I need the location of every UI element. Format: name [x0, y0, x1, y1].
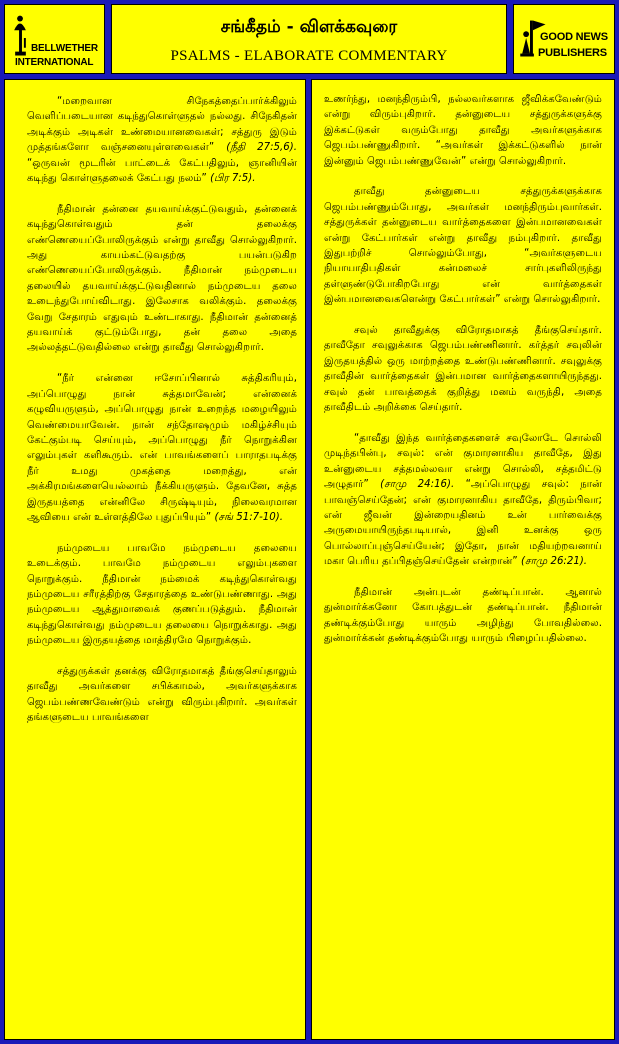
- scripture-reference: (சாமு 26:21).: [520, 556, 588, 568]
- paragraph-text: நீதிமான் அன்புடன் தண்டிப்பான். ஆனால் துன்மார்க்கனோ கோபத்துடன் தண்டிப்பான். நீதிமான் தண்டிக்கும்போது யாரும் அழிந்து போவதில்லை. துன்மார்க்கன் தண்டிக்கும்போது யாரும் பிழைப்பதில்லை.: [324, 586, 602, 645]
- paragraph: [27, 371, 297, 525]
- scripture-reference: (நீதி 27:5,6).: [226, 142, 297, 154]
- scripture-reference: (சாமு 24:16).: [380, 479, 455, 491]
- paragraph-text: நீதிமான் தன்னை தயவாய்க்குட்டுவதும், தன்னைக் கடிந்துகொள்வதும் தன் தலைக்கு எண்ணெயைப்போலிருக்கும் என்று தாவீது சொல்லுகிறார். அது காயம்கட்டுவதற்கு பயன்படுகிற எண்ணெயைப்போலிருக்கும். நீதிமான் நம்முடைய தலையில் தயவாய்க்குட்டுவதினால் நம்முடைய தலை உடைந்துபோய்விடாது. இலேசாக வலிக்கும். தலைக்கு வேறு சேதாரம் எதுவும் உண்டாகாது. நீதிமான் தன்னைத் தயவாய்க் குட்டும்போது, தன் தலை அதை அல்லத்தட்டுவதில்லை என்று தாவீது சொல்லுகிறார்.: [27, 203, 297, 354]
- logo-line-1: BELLWETHER: [31, 43, 98, 54]
- paragraph-text: “அப்பொழுது சவுல்: நான் பாவஞ்செய்தேன்; என் குமாரனாகிய தாவீதே, திரும்பிவா; என் ஜீவன் இன்றையதினம் உன் பார்வைக்கு அருமையாயிருந்தபடியால், இனி உனக்கு ஒரு பொல்லாப்புஞ்செய்யேன்; இதோ, நான் மதியற்றவனாய் மகா பெரிய தப்பிதஞ்செய்தேன் என்றான்”: [324, 479, 602, 568]
- paragraph-text: தாவீது தன்னுடைய சத்துருக்களுக்காக ஜெபம்பண்ணும்போது, அவர்கள் மனந்திரும்புவார்கள். சத்துருக்கள் தன்னுடைய வார்த்தைகளை இன்பமானவைகள் என்று கேட்பார்கள் என்று தாவீது நம்புகிறார். தாவீது இதுபற்றிச் சொல்லும்போது, “அவர்களுடைய நியாயாதிபதிகள் கன்மலைச் சார்புகளிலிருந்து தள்ளுண்டுபோகிறபோது என் வார்த்தைகள் இன்பமானவைகளென்று கேட்பார்கள்” என்று சொல்லுகிறார்.: [324, 186, 602, 306]
- scripture-reference: (பிர 7:5).: [210, 173, 256, 185]
- paragraph: [27, 541, 297, 649]
- logo-line-1: GOOD NEWS: [540, 31, 608, 43]
- right-text-column: [311, 79, 615, 1040]
- paragraph: [324, 585, 602, 647]
- left-column-text: [27, 94, 297, 741]
- left-text-column: [4, 79, 306, 1040]
- paragraph-text: “நீர் என்னை ஈசோப்பினால் சுத்திகரியும், அப்பொழுது நான் சுத்தமாவேன்; என்னைக் கழுவியருளும், அப்பொழுது நான் உறைந்த மழையிலும் வெண்மையாவேன். நான் சந்தோஷமும் மகிழ்ச்சியும் கேட்கும்படி செய்யும், அப்பொழுது நீர் நொறுக்கின எலும்புகள் களிகூரும். என் பாவங்களைப் பாராதபடிக்கு நீர் உமது முகத்தை மறைத்து, என் அக்கிரமங்களையெல்லாம் நீக்கியருளும். தேவனே, சுத்த இருதயத்தை என்னிலே சிருஷ்டியும், நிலைவரமான ஆவியை என் உள்ளத்திலே புதுப்பியும்”: [27, 373, 297, 523]
- paragraph: [27, 202, 297, 356]
- page-title-english: PSALMS - ELABORATE COMMENTARY: [170, 48, 448, 64]
- paragraph-text: “ஒருவன் மூடரின் பாட்டைக் கேட்பதிலும், ஞானியின் கடிந்து கொள்ளுதலைக் கேட்பது நலம்”: [27, 157, 297, 185]
- good-news-publishers-logo: [513, 4, 615, 74]
- page-title-tamil: சங்கீதம் - விளக்கவுரை: [220, 17, 398, 37]
- paragraph-text: உணர்ந்து, மனந்திரும்பி, நல்லவர்களாக ஜீவிக்கவேண்டும் என்று விரும்புகிறார். தன்னுடைய சத்துருக்களுக்கு இக்கட்டுகள் வரும்போது தாவீது அவர்களுக்காக ஜெபம்பண்ணுகிறார். “அவர்கள் இக்கட்டுகளில் நான் இன்னும் ஜெபம்பண்ணுவேன்” என்று சொல்லுகிறார்.: [324, 94, 602, 167]
- paragraph: [27, 664, 297, 726]
- right-column-text: [324, 92, 602, 662]
- logo-line-2: PUBLISHERS: [538, 47, 607, 59]
- paragraph: [324, 92, 602, 169]
- paragraph: [324, 323, 602, 415]
- logo-line-2: INTERNATIONAL: [15, 57, 94, 68]
- paragraph: [324, 431, 602, 570]
- paragraph-text: சவுல் தாவீதுக்கு விரோதமாகத் தீங்குசெய்தார். தாவீதோ சவுலுக்காக ஜெபம்பண்ணினார். கர்த்தர் சவுலின் இருதயத்தில் ஒரு மாற்றத்தை உண்டுபண்ணினார். சவுலுக்கு தாவீதின் வார்த்தைகள் இன்பமான வார்த்தைகளாயிருந்தது. சவுல் தன் பாவத்தைக் குறித்து மனம் வருந்தி, அதை தாவீதிடம் அறிக்கை செய்தார்.: [324, 325, 602, 414]
- paragraph: [324, 184, 602, 307]
- paragraph-text: “தாவீது இந்த வார்த்தைகளைச் சவுலோடே சொல்லி முடிந்தபின்பு, சவுல்: என் குமாரனாகிய தாவீதே, இது உன்னுடைய சத்தமல்லவா என்று சொல்லி, சத்தமிட்டு அழுதார்”: [324, 432, 602, 491]
- page-title-box: [111, 4, 507, 74]
- bellwether-logo: [4, 4, 105, 74]
- paragraph-text: “மறைவான சிநேகத்தைப்பார்க்கிலும் வெளிப்படையான கடிந்துகொள்ளுதல் நல்லது. சிநேகிதன் அடிக்கும் அடிகள் உண்மையானவைகள்; சத்துரு இடும் முத்தங்களோ வஞ்சனையுள்ளவைகள்”: [27, 96, 297, 154]
- paragraph: [27, 94, 297, 186]
- scripture-reference: (சங் 51:7-10).: [214, 511, 283, 523]
- paragraph-text: சத்துருக்கள் தனக்கு விரோதமாகத் தீங்குசெய்தாலும் தாவீது அவர்களை சபிக்காமல், அவர்களுக்காக ஜெபம்பண்ணவேண்டும் என்று விரும்புகிறார். அவர்கள் தங்களுடைய பாவங்களை: [27, 665, 297, 724]
- paragraph-text: நம்முடைய பாவமே நம்முடைய தலையை உடைக்கும். பாவமே நம்முடைய எலும்புகளை நொறுக்கும். நீதிமான் நம்மைக் கடிந்துகொள்வது நம்முடைய சரீரத்திற்கு சேதாரத்தை உண்டுபண்ணாது. அது நம்முடைய ஆத்துமாவைக் குணப்படுத்தும். நீதிமான் கடிந்துகொள்வது நம்முடைய தலையை நொறுக்காது. அது நம்முடைய இருதயத்தை மாத்திரமே நொறுக்கும்.: [27, 542, 297, 647]
